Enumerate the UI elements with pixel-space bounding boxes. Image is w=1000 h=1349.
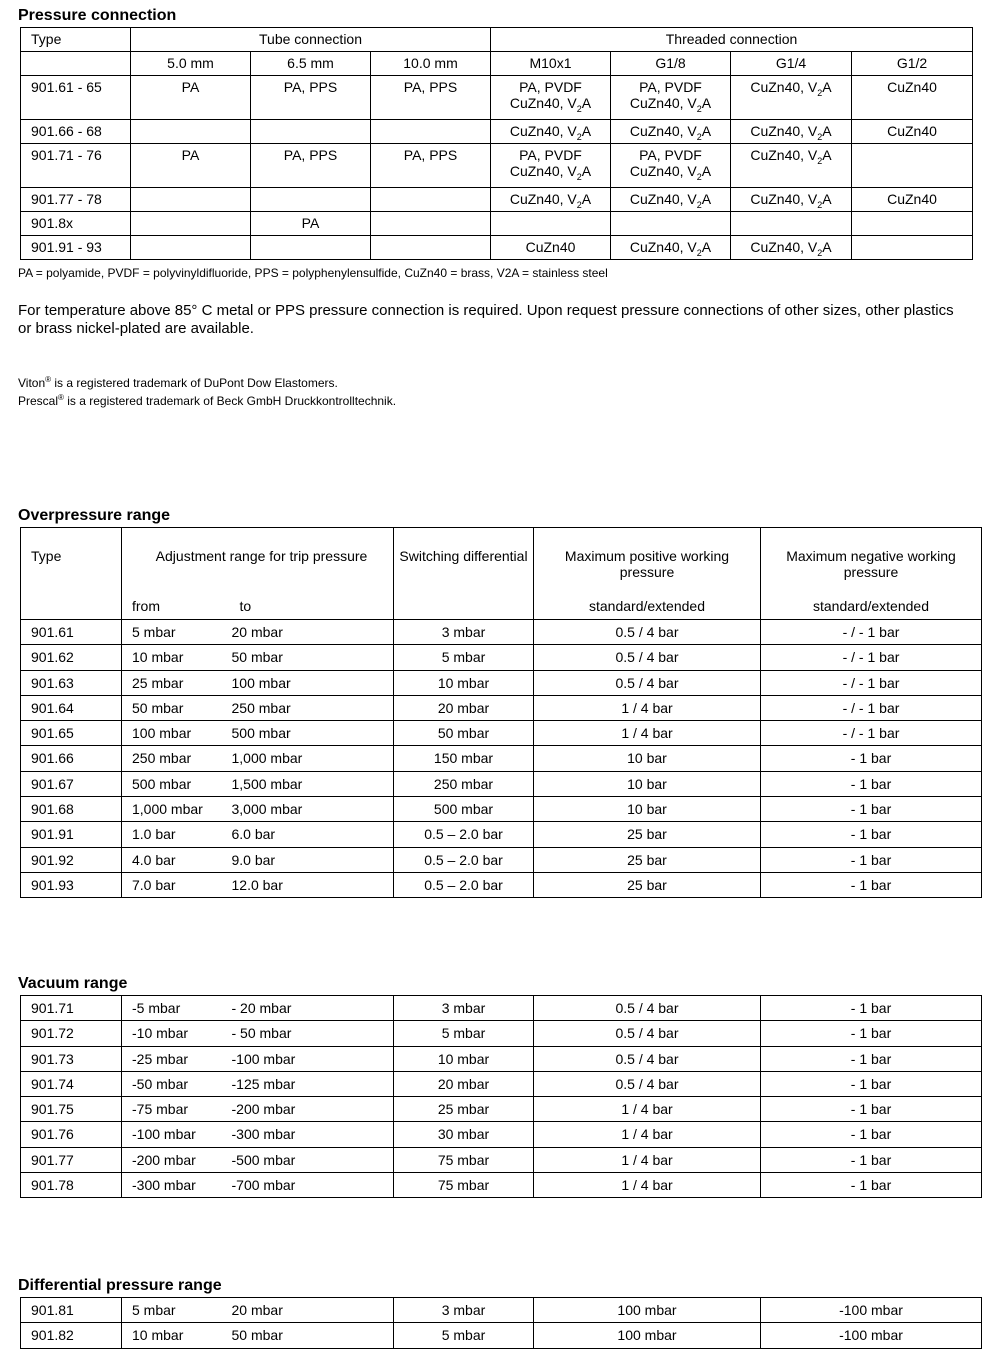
material-cell	[852, 76, 973, 120]
header-empty	[21, 52, 131, 76]
material-cell	[611, 144, 731, 188]
max-negative-cell: - 1 bar	[761, 746, 982, 771]
material-line: CuZn40, $V_2A$	[750, 123, 832, 142]
max-positive-cell: 0.5 / 4 bar	[534, 670, 761, 695]
differential-table	[20, 1297, 982, 1349]
header-adjustment-range: Adjustment range for trip pressure	[122, 528, 394, 594]
to-cell: 1,500 mbar	[232, 771, 394, 796]
type-cell: 901.71 - 76	[21, 144, 131, 188]
to-cell: 50 mbar	[232, 645, 394, 670]
pressure-connection-title: Pressure connection	[18, 7, 177, 24]
prescal-name: Prescal	[18, 394, 59, 408]
table-row	[21, 996, 982, 1021]
max-negative-cell: -100 mbar	[761, 1323, 982, 1348]
type-cell: 901.64	[21, 695, 122, 720]
material-cell	[731, 76, 852, 120]
viton-name: Viton	[18, 376, 46, 390]
switching-cell: 5 mbar	[394, 1323, 534, 1348]
max-negative-cell: - 1 bar	[761, 822, 982, 847]
header-type: Type	[21, 28, 131, 52]
header-from: from	[122, 594, 232, 620]
max-negative-cell: - / - 1 bar	[761, 620, 982, 645]
type-cell: 901.76	[21, 1122, 122, 1147]
to-cell: 12.0 bar	[232, 872, 394, 897]
material-line: CuZn40	[525, 239, 576, 255]
material-cell	[731, 144, 852, 188]
pressure-connection-table	[20, 27, 973, 260]
table-row	[21, 1323, 982, 1348]
material-line: CuZn40, $V_2A$	[750, 147, 832, 166]
table-row	[21, 120, 973, 144]
max-negative-cell: - 1 bar	[761, 1071, 982, 1096]
max-positive-cell: 1 / 4 bar	[534, 1173, 761, 1198]
type-cell: 901.8x	[21, 212, 131, 236]
from-cell: 4.0 bar	[122, 847, 232, 872]
type-cell: 901.78	[21, 1173, 122, 1198]
switching-cell: 50 mbar	[394, 721, 534, 746]
max-negative-cell: - 1 bar	[761, 1046, 982, 1071]
type-cell: 901.61	[21, 620, 122, 645]
material-line: PA, PVDF	[519, 79, 582, 95]
to-cell: -125 mbar	[232, 1071, 394, 1096]
type-cell: 901.91	[21, 822, 122, 847]
material-cell	[131, 212, 251, 236]
table-row	[21, 645, 982, 670]
header-type: Type	[21, 528, 122, 594]
to-cell: 9.0 bar	[232, 847, 394, 872]
type-cell: 901.91 - 93	[21, 236, 131, 260]
material-cell	[731, 212, 852, 236]
switching-cell: 75 mbar	[394, 1173, 534, 1198]
type-cell: 901.77	[21, 1147, 122, 1172]
max-positive-cell: 0.5 / 4 bar	[534, 1021, 761, 1046]
type-cell: 901.61 - 65	[21, 76, 131, 120]
switching-cell: 250 mbar	[394, 771, 534, 796]
switching-cell: 500 mbar	[394, 797, 534, 822]
material-cell	[611, 76, 731, 120]
to-cell: -500 mbar	[232, 1147, 394, 1172]
material-cell	[371, 188, 491, 212]
table-row	[21, 822, 982, 847]
viton-trademark	[18, 376, 338, 390]
from-cell: -300 mbar	[122, 1173, 232, 1198]
from-cell: -50 mbar	[122, 1071, 232, 1096]
material-cell	[491, 144, 611, 188]
header-empty	[21, 594, 122, 620]
material-line: PA, PVDF	[639, 79, 702, 95]
from-cell: 10 mbar	[122, 1323, 232, 1348]
max-positive-cell: 1 / 4 bar	[534, 695, 761, 720]
from-cell: -200 mbar	[122, 1147, 232, 1172]
switching-cell: 5 mbar	[394, 645, 534, 670]
max-negative-cell: -100 mbar	[761, 1298, 982, 1323]
switching-cell: 0.5 – 2.0 bar	[394, 847, 534, 872]
type-cell: 901.68	[21, 797, 122, 822]
overpressure-table	[20, 527, 982, 898]
table-row	[21, 1173, 982, 1198]
switching-cell: 10 mbar	[394, 1046, 534, 1071]
switching-cell: 3 mbar	[394, 1298, 534, 1323]
max-positive-cell: 100 mbar	[534, 1298, 761, 1323]
from-cell: -100 mbar	[122, 1122, 232, 1147]
material-cell	[491, 236, 611, 260]
max-negative-cell: - / - 1 bar	[761, 721, 982, 746]
material-line: CuZn40, $V_2A$	[629, 95, 712, 114]
prescal-trademark	[18, 394, 396, 408]
max-positive-cell: 0.5 / 4 bar	[534, 1071, 761, 1096]
header-to: to	[232, 594, 394, 620]
material-line: CuZn40, $V_2A$	[509, 191, 592, 210]
table-row	[21, 872, 982, 897]
max-positive-cell: 0.5 / 4 bar	[534, 645, 761, 670]
overpressure-title: Overpressure range	[18, 507, 171, 524]
material-cell	[852, 188, 973, 212]
max-positive-cell: 0.5 / 4 bar	[534, 1046, 761, 1071]
table-row	[21, 797, 982, 822]
material-line: PA	[181, 147, 200, 163]
max-positive-cell: 1 / 4 bar	[534, 1122, 761, 1147]
material-line: CuZn40, $V_2A$	[509, 163, 592, 182]
from-cell: 50 mbar	[122, 695, 232, 720]
material-line: CuZn40	[887, 191, 937, 207]
material-cell	[371, 144, 491, 188]
from-cell: 5 mbar	[122, 1298, 232, 1323]
type-cell: 901.82	[21, 1323, 122, 1348]
material-cell	[491, 188, 611, 212]
material-line: CuZn40, $V_2A$	[629, 163, 712, 182]
type-cell: 901.73	[21, 1046, 122, 1071]
from-cell: -75 mbar	[122, 1097, 232, 1122]
switching-cell: 75 mbar	[394, 1147, 534, 1172]
table-row	[21, 1298, 982, 1323]
type-cell: 901.93	[21, 872, 122, 897]
table-row	[21, 1147, 982, 1172]
from-cell: -10 mbar	[122, 1021, 232, 1046]
material-cell	[251, 188, 371, 212]
material-cell	[852, 120, 973, 144]
switching-cell: 25 mbar	[394, 1097, 534, 1122]
max-negative-cell: - 1 bar	[761, 1147, 982, 1172]
header-size: G1/4	[731, 52, 852, 76]
to-cell: 1,000 mbar	[232, 746, 394, 771]
table-row	[21, 212, 973, 236]
max-positive-cell: 100 mbar	[534, 1323, 761, 1348]
from-cell: 250 mbar	[122, 746, 232, 771]
table-row	[21, 1097, 982, 1122]
to-cell: -700 mbar	[232, 1173, 394, 1198]
type-cell: 901.71	[21, 996, 122, 1021]
table-row	[21, 76, 973, 120]
switching-cell: 10 mbar	[394, 670, 534, 695]
material-line: PA, PVDF	[639, 147, 702, 163]
header-max-negative: Maximum negative working pressure	[761, 528, 982, 594]
to-cell: 250 mbar	[232, 695, 394, 720]
type-cell: 901.65	[21, 721, 122, 746]
max-positive-cell: 0.5 / 4 bar	[534, 996, 761, 1021]
material-cell	[371, 76, 491, 120]
material-line: CuZn40, $V_2A$	[750, 239, 832, 258]
table-row	[21, 771, 982, 796]
type-cell: 901.62	[21, 645, 122, 670]
vacuum-title: Vacuum range	[18, 975, 128, 992]
to-cell: - 20 mbar	[232, 996, 394, 1021]
material-cell	[371, 120, 491, 144]
switching-cell: 0.5 – 2.0 bar	[394, 872, 534, 897]
max-negative-cell: - / - 1 bar	[761, 695, 982, 720]
to-cell: -100 mbar	[232, 1046, 394, 1071]
table-row	[21, 1021, 982, 1046]
type-cell: 901.67	[21, 771, 122, 796]
header-size: M10x1	[491, 52, 611, 76]
max-positive-cell: 1 / 4 bar	[534, 1147, 761, 1172]
material-cell	[852, 236, 973, 260]
header-size: 10.0 mm	[371, 52, 491, 76]
material-cell	[131, 144, 251, 188]
header-size: G1/8	[611, 52, 731, 76]
max-negative-cell: - 1 bar	[761, 1097, 982, 1122]
table-row	[21, 1046, 982, 1071]
table-row	[21, 1071, 982, 1096]
material-cell	[251, 120, 371, 144]
switching-cell: 20 mbar	[394, 1071, 534, 1096]
material-cell	[611, 236, 731, 260]
switching-cell: 0.5 – 2.0 bar	[394, 822, 534, 847]
switching-cell: 3 mbar	[394, 620, 534, 645]
material-cell	[731, 120, 852, 144]
from-cell: 1.0 bar	[122, 822, 232, 847]
table-row	[21, 847, 982, 872]
max-positive-cell: 1 / 4 bar	[534, 721, 761, 746]
vacuum-table	[20, 995, 982, 1198]
material-line: PA, PVDF	[519, 147, 582, 163]
switching-cell: 150 mbar	[394, 746, 534, 771]
header-switching-differential: Switching differential	[394, 528, 534, 594]
from-cell: -5 mbar	[122, 996, 232, 1021]
material-cell	[611, 120, 731, 144]
max-positive-cell: 25 bar	[534, 872, 761, 897]
material-cell	[251, 236, 371, 260]
viton-text: is a registered trademark of DuPont Dow Elastomers.	[51, 376, 338, 390]
material-line: PA, PPS	[403, 147, 458, 163]
max-negative-cell: - 1 bar	[761, 1173, 982, 1198]
type-cell: 901.72	[21, 1021, 122, 1046]
table-row	[21, 236, 973, 260]
max-negative-cell: - 1 bar	[761, 1122, 982, 1147]
header-threaded-connection: Threaded connection	[491, 28, 973, 52]
to-cell: 20 mbar	[232, 620, 394, 645]
to-cell: 20 mbar	[232, 1298, 394, 1323]
header-tube-connection: Tube connection	[131, 28, 491, 52]
to-cell: 3,000 mbar	[232, 797, 394, 822]
table-row	[21, 695, 982, 720]
material-line: PA	[181, 79, 200, 95]
material-line: PA, PPS	[283, 147, 338, 163]
type-cell: 901.92	[21, 847, 122, 872]
material-line: CuZn40	[887, 79, 937, 95]
material-cell	[491, 120, 611, 144]
material-line: CuZn40, $V_2A$	[750, 191, 832, 210]
to-cell: 100 mbar	[232, 670, 394, 695]
table-row	[21, 620, 982, 645]
header-empty	[394, 594, 534, 620]
material-cell	[731, 236, 852, 260]
material-cell	[251, 144, 371, 188]
material-line: CuZn40	[887, 123, 937, 139]
switching-cell: 30 mbar	[394, 1122, 534, 1147]
table-row	[21, 188, 973, 212]
temperature-paragraph: For temperature above 85° C metal or PPS pressure connection is required. Upon request pressure connections of other sizes, other plastics or brass nickel-plated are available.	[18, 302, 954, 337]
from-cell: 7.0 bar	[122, 872, 232, 897]
material-cell	[611, 212, 731, 236]
type-cell: 901.75	[21, 1097, 122, 1122]
material-cell	[731, 188, 852, 212]
material-cell	[131, 120, 251, 144]
material-line: CuZn40, $V_2A$	[629, 239, 712, 258]
table-row	[21, 721, 982, 746]
max-negative-cell: - / - 1 bar	[761, 645, 982, 670]
material-cell	[491, 76, 611, 120]
max-negative-cell: - 1 bar	[761, 797, 982, 822]
from-cell: -25 mbar	[122, 1046, 232, 1071]
to-cell: 50 mbar	[232, 1323, 394, 1348]
max-negative-cell: - 1 bar	[761, 771, 982, 796]
to-cell: 6.0 bar	[232, 822, 394, 847]
header-size: 6.5 mm	[251, 52, 371, 76]
to-cell: -200 mbar	[232, 1097, 394, 1122]
table-row	[21, 144, 973, 188]
max-negative-cell: - 1 bar	[761, 1021, 982, 1046]
type-cell: 901.77 - 78	[21, 188, 131, 212]
material-line: PA	[301, 215, 320, 231]
material-cell	[852, 144, 973, 188]
table-row	[21, 1122, 982, 1147]
max-positive-cell: 10 bar	[534, 771, 761, 796]
max-negative-cell: - 1 bar	[761, 847, 982, 872]
material-line: CuZn40, $V_2A$	[509, 95, 592, 114]
header-size: G1/2	[852, 52, 973, 76]
max-positive-cell: 1 / 4 bar	[534, 1097, 761, 1122]
from-cell: 25 mbar	[122, 670, 232, 695]
max-negative-cell: - 1 bar	[761, 996, 982, 1021]
header-standard-extended: standard/extended	[534, 594, 761, 620]
material-cell	[251, 212, 371, 236]
type-cell: 901.66	[21, 746, 122, 771]
table-row	[21, 746, 982, 771]
material-cell	[251, 76, 371, 120]
table-row	[21, 670, 982, 695]
switching-cell: 5 mbar	[394, 1021, 534, 1046]
material-line: CuZn40, $V_2A$	[750, 79, 832, 98]
from-cell: 1,000 mbar	[122, 797, 232, 822]
to-cell: - 50 mbar	[232, 1021, 394, 1046]
to-cell: -300 mbar	[232, 1122, 394, 1147]
max-positive-cell: 25 bar	[534, 822, 761, 847]
max-positive-cell: 10 bar	[534, 797, 761, 822]
from-cell: 500 mbar	[122, 771, 232, 796]
material-line: CuZn40, $V_2A$	[509, 123, 592, 142]
material-cell	[131, 236, 251, 260]
header-size: 5.0 mm	[131, 52, 251, 76]
switching-cell: 3 mbar	[394, 996, 534, 1021]
header-standard-extended: standard/extended	[761, 594, 982, 620]
type-cell: 901.63	[21, 670, 122, 695]
material-line: PA, PPS	[283, 79, 338, 95]
type-cell: 901.66 - 68	[21, 120, 131, 144]
header-max-positive: Maximum positive working pressure	[534, 528, 761, 594]
material-line: PA, PPS	[403, 79, 458, 95]
max-positive-cell: 0.5 / 4 bar	[534, 620, 761, 645]
switching-cell: 20 mbar	[394, 695, 534, 720]
from-cell: 10 mbar	[122, 645, 232, 670]
registered-mark: ®	[45, 375, 52, 384]
materials-footnote: PA = polyamide, PVDF = polyvinyldifluoride, PPS = polyphenylensulfide, CuZn40 = brass, V2A = stainless steel	[18, 266, 608, 280]
material-line: CuZn40, $V_2A$	[629, 191, 712, 210]
from-cell: 5 mbar	[122, 620, 232, 645]
material-cell	[491, 212, 611, 236]
material-cell	[131, 188, 251, 212]
registered-mark: ®	[58, 393, 64, 402]
material-cell	[371, 212, 491, 236]
material-cell	[611, 188, 731, 212]
to-cell: 500 mbar	[232, 721, 394, 746]
max-positive-cell: 25 bar	[534, 847, 761, 872]
prescal-text: is a registered trademark of Beck GmbH Druckkontrolltechnik.	[63, 394, 397, 408]
max-positive-cell: 10 bar	[534, 746, 761, 771]
material-line: CuZn40, $V_2A$	[629, 123, 712, 142]
material-cell	[371, 236, 491, 260]
max-negative-cell: - 1 bar	[761, 872, 982, 897]
from-cell: 100 mbar	[122, 721, 232, 746]
differential-title: Differential pressure range	[18, 1277, 222, 1294]
max-negative-cell: - / - 1 bar	[761, 670, 982, 695]
type-cell: 901.74	[21, 1071, 122, 1096]
material-cell	[852, 212, 973, 236]
material-cell	[131, 76, 251, 120]
type-cell: 901.81	[21, 1298, 122, 1323]
